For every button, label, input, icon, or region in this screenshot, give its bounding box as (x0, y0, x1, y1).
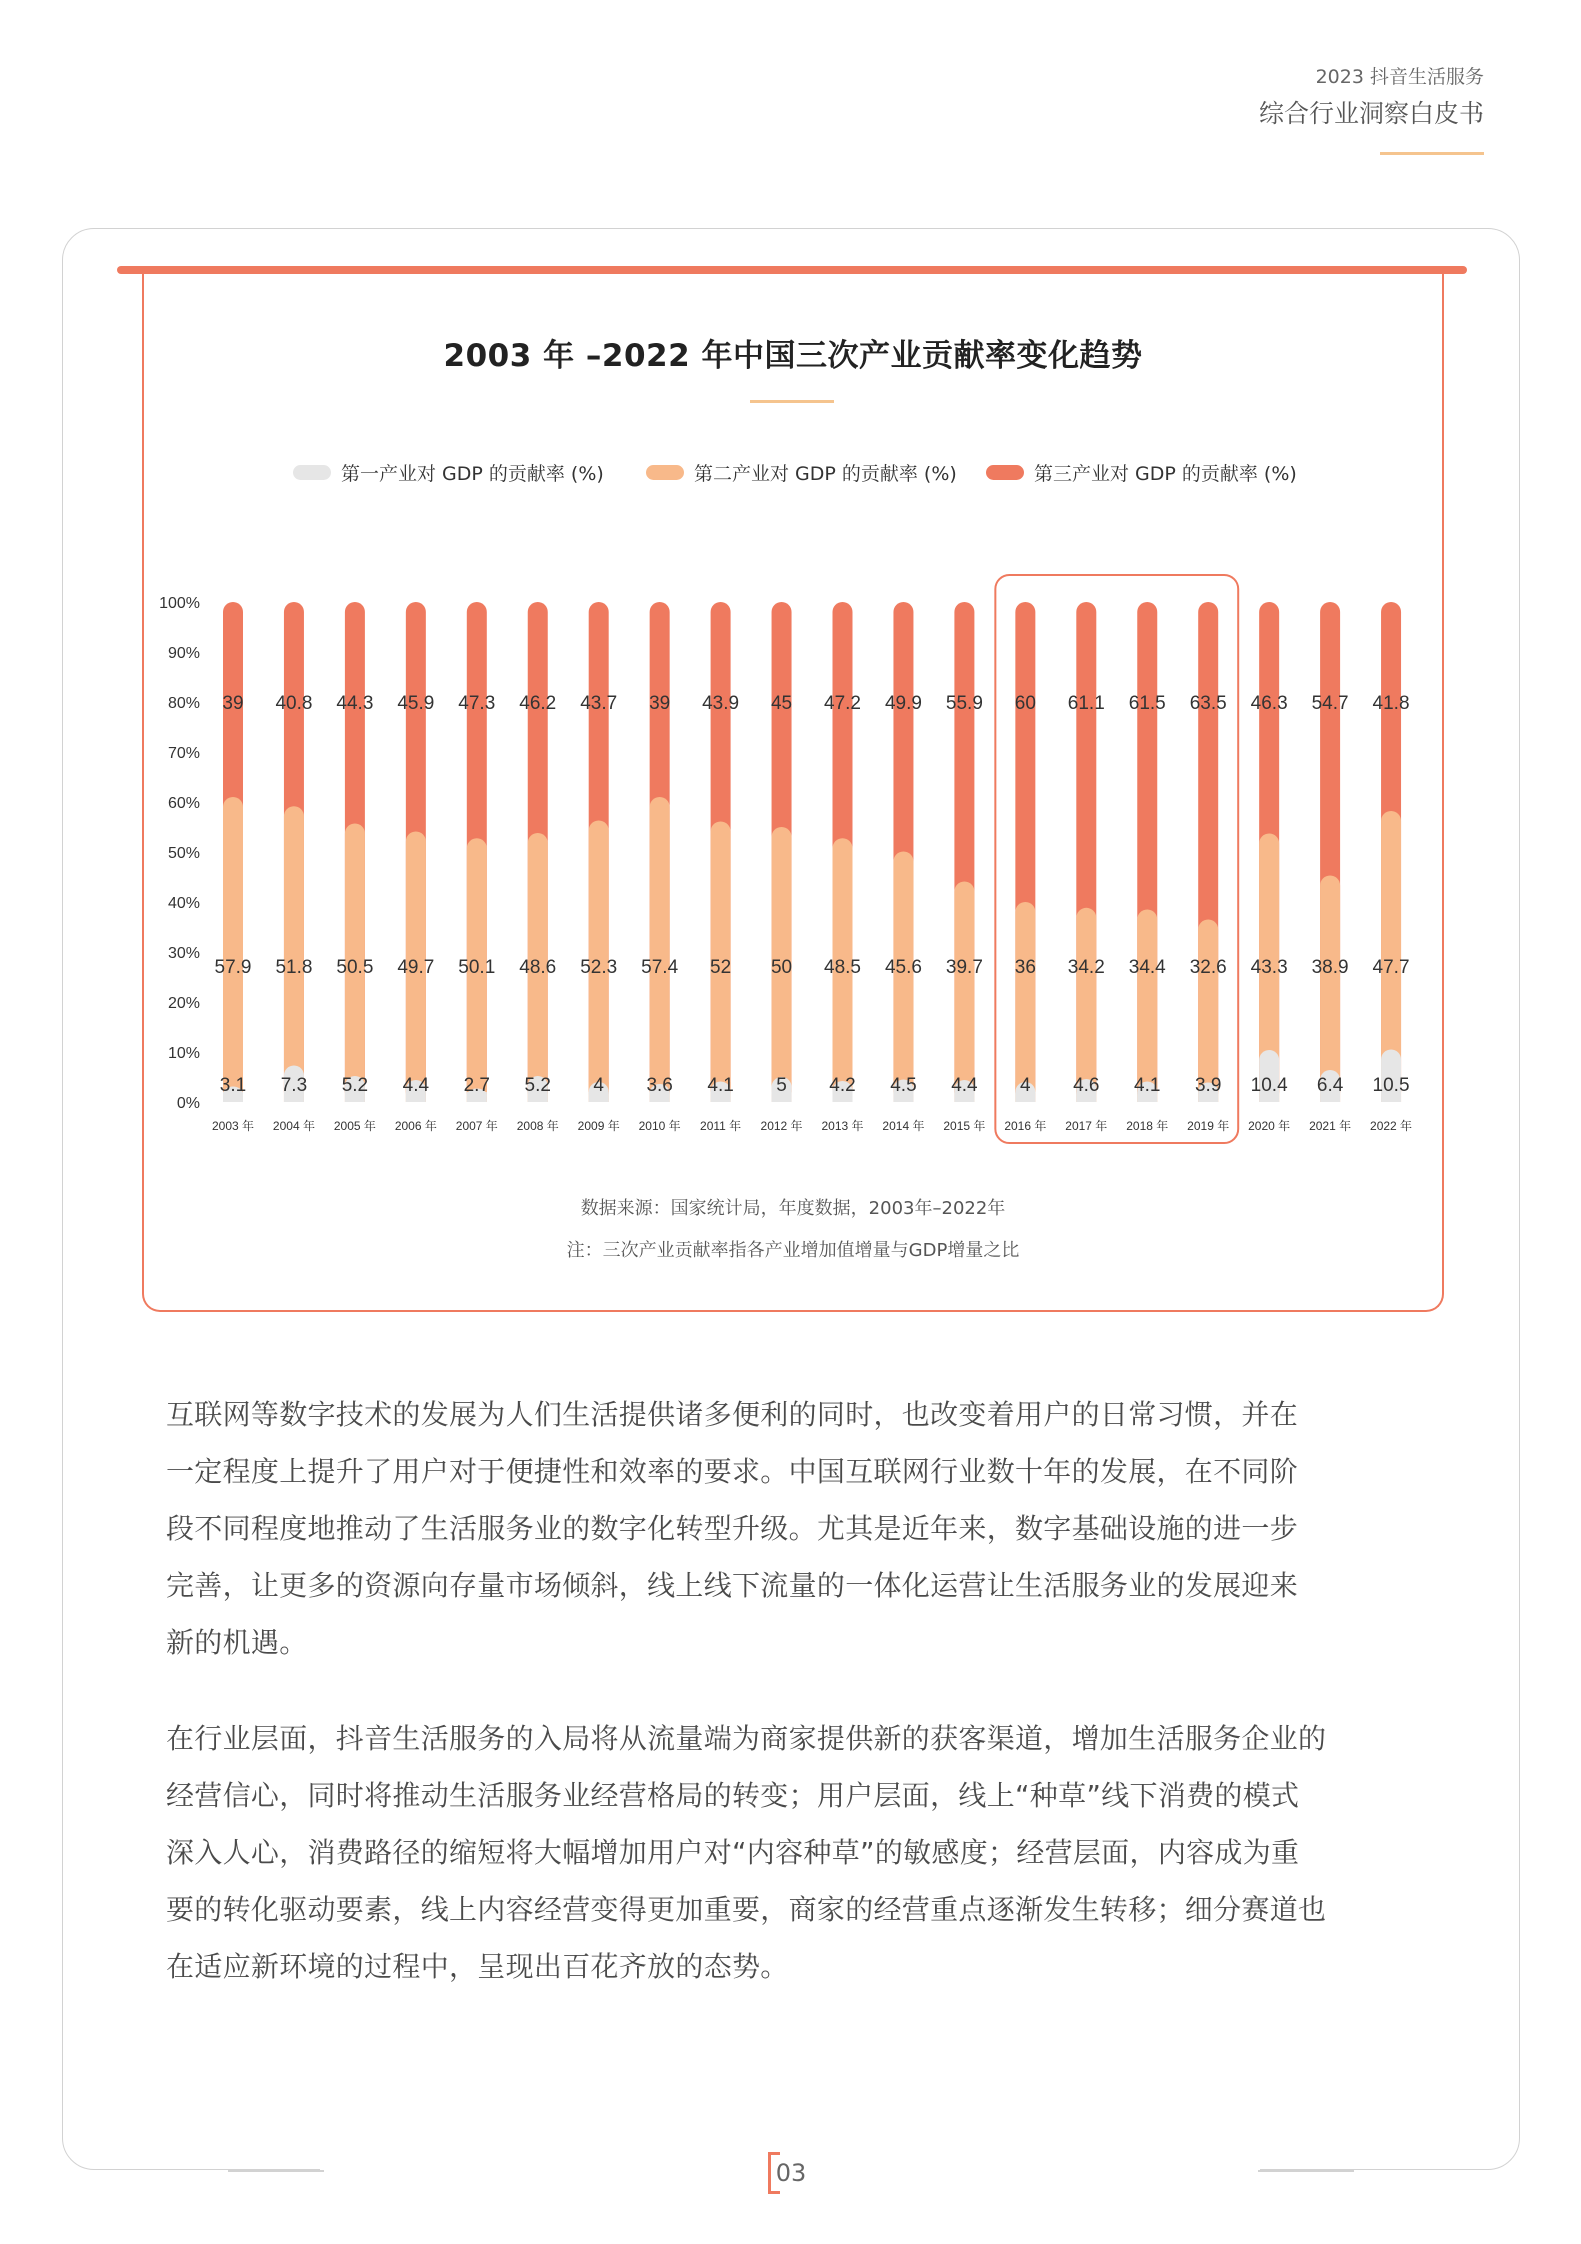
chart-title-rule (750, 400, 834, 403)
bar-group (1248, 602, 1290, 1133)
bar-group (1004, 602, 1046, 1133)
paragraph-line: 在行业层面，抖音生活服务的入局将从流量端为商家提供新的获客渠道，增加生活服务企业的 (166, 1722, 1327, 1755)
paragraph-line: 在适应新环境的过程中，呈现出百花齐放的态势。 (166, 1950, 789, 1983)
bar-secondary (284, 806, 304, 1102)
legend-label-secondary: 第二产业对 GDP 的贡献率 (%) (694, 462, 957, 485)
value-label-primary: 2.7 (463, 1075, 491, 1096)
x-tick-label: 2013 年 (821, 1119, 864, 1133)
bar-secondary (650, 797, 670, 1102)
value-label-secondary: 57.9 (214, 957, 252, 978)
bar-secondary (1320, 876, 1340, 1103)
value-label-primary: 4 (1020, 1075, 1031, 1096)
value-label-secondary: 45.6 (884, 957, 922, 978)
y-tick-label: 0% (176, 1095, 200, 1112)
bar-group (456, 602, 498, 1133)
bar-group (1187, 602, 1229, 1133)
header-rule (1380, 152, 1484, 155)
legend-item-secondary (646, 459, 957, 485)
legend-item-tertiary (986, 459, 1297, 485)
chart-note: 注：三次产业贡献率指各产业增加值增量与GDP增量之比 (566, 1240, 1020, 1261)
paragraph-line: 新的机遇。 (166, 1626, 308, 1659)
paragraph-line: 段不同程度地推动了生活服务业的数字化转型升级。尤其是近年来，数字基础设施的进一步 (166, 1512, 1299, 1545)
value-label-secondary: 49.7 (397, 957, 435, 978)
value-label-secondary: 34.4 (1128, 957, 1166, 978)
bar-group (273, 602, 315, 1133)
value-label-tertiary: 46.3 (1250, 693, 1288, 714)
x-tick-label: 2012 年 (760, 1119, 803, 1133)
y-tick-label: 50% (167, 845, 200, 862)
bar-secondary (1137, 910, 1157, 1103)
value-label-tertiary: 40.8 (275, 693, 313, 714)
chart-card-topbar (117, 266, 1467, 274)
header-subtitle: 2023 抖音生活服务 (1315, 66, 1484, 88)
frame-line-right (1258, 2170, 1354, 2172)
document-header (1259, 64, 1484, 132)
x-tick-label: 2020 年 (1248, 1119, 1291, 1133)
x-tick-label: 2009 年 (577, 1119, 620, 1133)
value-label-tertiary: 61.1 (1067, 693, 1105, 714)
x-tick-label: 2018 年 (1126, 1119, 1169, 1133)
bar-group (1126, 602, 1168, 1133)
y-tick-label: 60% (167, 795, 200, 812)
value-label-tertiary: 45 (770, 693, 793, 714)
value-label-tertiary: 60 (1014, 693, 1036, 714)
value-label-primary: 7.3 (280, 1075, 308, 1096)
paragraph-2 (166, 1710, 1422, 1995)
bar-secondary (1076, 908, 1096, 1102)
x-tick-label: 2017 年 (1065, 1119, 1108, 1133)
y-tick-label: 10% (167, 1045, 200, 1062)
value-label-secondary: 48.5 (824, 957, 861, 978)
bar-group (1309, 602, 1351, 1133)
value-label-secondary: 39.7 (945, 957, 983, 978)
bar-group (943, 602, 985, 1133)
stacked-bar-chart (142, 570, 1444, 1150)
x-tick-label: 2007 年 (455, 1119, 498, 1133)
chart-legend (0, 459, 1581, 485)
value-label-secondary: 34.2 (1067, 957, 1105, 978)
bar-group (700, 602, 741, 1133)
value-label-tertiary: 43.7 (580, 693, 618, 714)
x-tick-label: 2004 年 (272, 1119, 315, 1133)
x-tick-label: 2010 年 (638, 1119, 681, 1133)
legend-swatch-tertiary (986, 465, 1024, 480)
legend-swatch-secondary (646, 465, 684, 480)
x-tick-label: 2015 年 (943, 1119, 986, 1133)
value-label-tertiary: 43.9 (702, 693, 740, 714)
x-tick-label: 2008 年 (516, 1119, 559, 1133)
paragraph-line: 互联网等数字技术的发展为人们生活提供诸多便利的同时，也改变着用户的日常习惯，并在 (166, 1398, 1299, 1431)
value-label-primary: 3.1 (219, 1075, 247, 1096)
paragraph-line: 经营信心，同时将推动生活服务业经营格局的转变；用户层面，线上“种草”线下消费的模式 (166, 1779, 1300, 1812)
frame-line-left (228, 2170, 324, 2172)
value-label-tertiary: 49.9 (884, 693, 922, 714)
value-label-tertiary: 46.2 (519, 693, 557, 714)
x-tick-label: 2021 年 (1309, 1119, 1352, 1133)
bar-secondary (954, 882, 974, 1103)
value-label-tertiary: 61.5 (1128, 693, 1166, 714)
value-label-secondary: 38.9 (1311, 957, 1349, 978)
bar-group (761, 602, 803, 1133)
legend-swatch-primary (293, 465, 331, 480)
value-label-secondary: 52.3 (580, 957, 618, 978)
bar-group (882, 602, 924, 1133)
value-label-primary: 4.2 (829, 1075, 856, 1096)
page-number-bracket (768, 2152, 780, 2194)
paragraph-line: 一定程度上提升了用户对于便捷性和效率的要求。中国互联网行业数十年的发展，在不同阶 (166, 1455, 1299, 1488)
chart-title: 2003 年 –2022 年中国三次产业贡献率变化趋势 (443, 338, 1143, 374)
value-label-tertiary: 55.9 (945, 693, 983, 714)
value-label-tertiary: 47.2 (824, 693, 861, 714)
bar-group (212, 602, 254, 1133)
value-label-secondary: 52 (710, 957, 732, 978)
y-tick-label: 40% (167, 895, 200, 912)
bar-group (821, 602, 863, 1133)
value-label-secondary: 32.6 (1189, 957, 1227, 978)
x-tick-label: 2014 年 (882, 1119, 925, 1133)
y-tick-label: 30% (167, 945, 200, 962)
x-tick-label: 2022 年 (1370, 1119, 1413, 1133)
value-label-secondary: 43.3 (1250, 957, 1288, 978)
header-title: 综合行业洞察白皮书 (1258, 99, 1484, 128)
legend-label-tertiary: 第三产业对 GDP 的贡献率 (%) (1034, 462, 1297, 485)
x-tick-label: 2011 年 (700, 1119, 742, 1133)
bar-group (517, 602, 559, 1133)
value-label-secondary: 50.5 (336, 957, 374, 978)
bar-group (578, 602, 620, 1133)
bar-group (639, 602, 681, 1133)
bar-group (1370, 602, 1412, 1133)
value-label-tertiary: 39 (649, 693, 671, 714)
value-label-secondary: 51.8 (275, 957, 313, 978)
paragraph-1 (166, 1386, 1422, 1671)
value-label-tertiary: 41.8 (1372, 693, 1410, 714)
x-tick-label: 2016 年 (1004, 1119, 1047, 1133)
bar-group (334, 602, 376, 1133)
x-tick-label: 2006 年 (394, 1119, 437, 1133)
paragraph-line: 深入人心，消费路径的缩短将大幅增加用户对“内容种草”的敏感度；经营层面，内容成为重 (166, 1836, 1300, 1869)
paragraph-line: 要的转化驱动要素，线上内容经营变得更加重要，商家的经营重点逐渐发生转移；细分赛道也 (166, 1893, 1327, 1926)
value-label-primary: 4.1 (1134, 1075, 1161, 1096)
value-label-secondary: 47.7 (1372, 957, 1410, 978)
value-label-primary: 5.2 (341, 1075, 369, 1096)
value-label-tertiary: 54.7 (1311, 693, 1349, 714)
value-label-primary: 3.6 (646, 1075, 673, 1096)
x-tick-label: 2005 年 (333, 1119, 376, 1133)
y-tick-label: 80% (167, 695, 200, 712)
bar-group (395, 602, 437, 1133)
bar-secondary (223, 797, 243, 1102)
bar-group (1065, 602, 1107, 1133)
value-label-secondary: 36 (1014, 957, 1036, 978)
page-number-text: 03 (775, 2159, 807, 2187)
value-label-primary: 4.1 (707, 1075, 734, 1096)
value-label-primary: 10.4 (1250, 1075, 1288, 1096)
value-label-primary: 4.6 (1073, 1075, 1100, 1096)
page-number (768, 2152, 814, 2194)
paragraph-line: 完善，让更多的资源向存量市场倾斜，线上线下流量的一体化运营让生活服务业的发展迎来 (166, 1569, 1299, 1602)
value-label-primary: 5.2 (524, 1075, 551, 1096)
value-label-primary: 4.4 (951, 1075, 978, 1096)
value-label-primary: 3.9 (1194, 1075, 1222, 1096)
legend-item-primary (293, 459, 604, 485)
value-label-primary: 4.4 (402, 1075, 430, 1096)
value-label-secondary: 50.1 (458, 957, 496, 978)
value-label-tertiary: 44.3 (336, 693, 374, 714)
y-tick-label: 20% (167, 995, 200, 1012)
y-tick-label: 90% (167, 645, 200, 662)
value-label-tertiary: 39 (222, 693, 244, 714)
value-label-primary: 4.5 (890, 1075, 917, 1096)
legend-label-primary: 第一产业对 GDP 的贡献率 (%) (341, 462, 604, 485)
value-label-primary: 10.5 (1372, 1075, 1410, 1096)
value-label-primary: 6.4 (1316, 1075, 1344, 1096)
value-label-secondary: 50 (770, 957, 793, 978)
bar-secondary (1015, 902, 1035, 1102)
value-label-secondary: 48.6 (519, 957, 557, 978)
value-label-secondary: 57.4 (641, 957, 679, 978)
y-tick-label: 70% (167, 745, 200, 762)
x-tick-label: 2019 年 (1187, 1119, 1230, 1133)
x-tick-label: 2003 年 (211, 1119, 255, 1133)
value-label-tertiary: 47.3 (458, 693, 496, 714)
y-tick-label: 100% (159, 595, 200, 612)
value-label-tertiary: 63.5 (1189, 693, 1227, 714)
value-label-primary: 5 (776, 1075, 787, 1096)
value-label-tertiary: 45.9 (397, 693, 435, 714)
value-label-primary: 4 (593, 1075, 604, 1096)
chart-source: 数据来源：国家统计局，年度数据，2003年–2022年 (580, 1198, 1006, 1219)
